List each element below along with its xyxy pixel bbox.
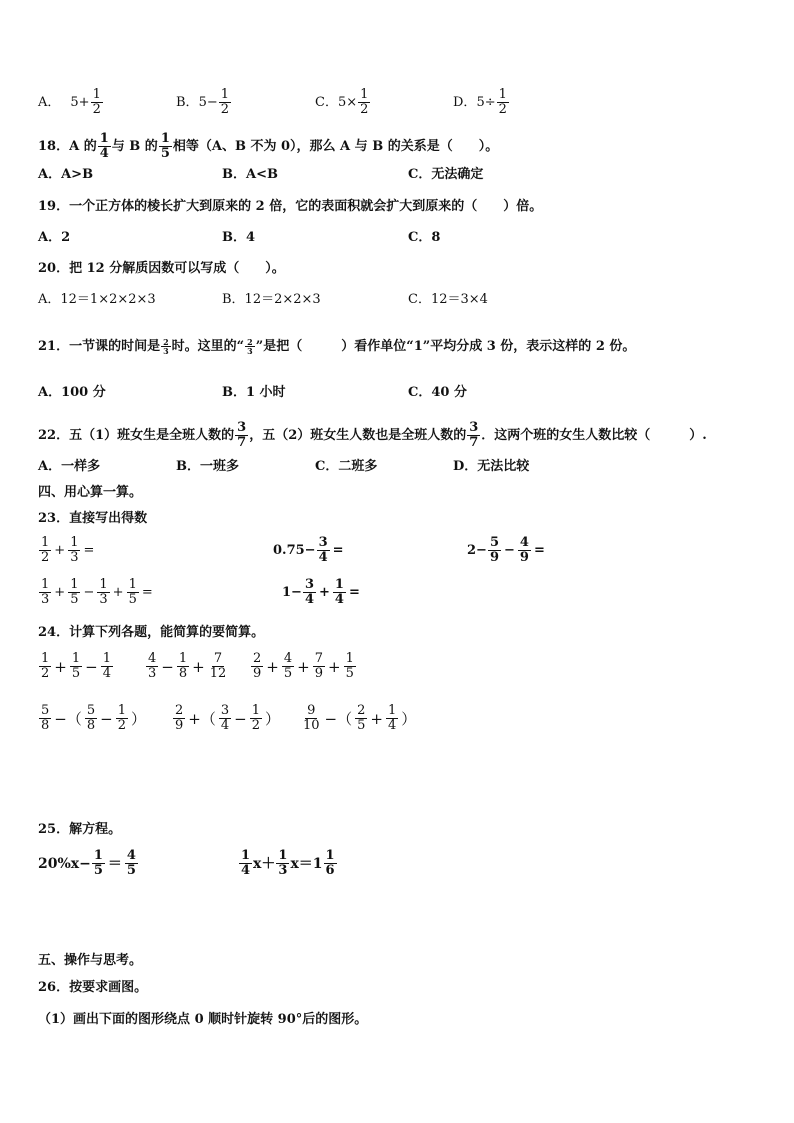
option-label: D． xyxy=(453,95,477,110)
q17-option-d xyxy=(453,88,510,117)
q24-expr-1: $\frac{1}{2}$ + $\frac{1}{5}$ − $\frac{1}{4}$ xyxy=(41,651,111,681)
fraction xyxy=(235,421,248,450)
q24-expr-6: $\frac{9}{10}$ −（ $\frac{2}{5}$ + $\frac{1}{4}$ ） xyxy=(303,703,417,733)
question-26-title: 26．按要求画图。 xyxy=(38,980,148,995)
fraction xyxy=(497,88,509,117)
denominator: 4 xyxy=(99,146,109,161)
q23-expr-5: 1− $\frac{3}{4}$ + $\frac{1}{4}$ = xyxy=(282,577,360,607)
option-expr: 5÷ xyxy=(476,95,496,110)
q22-option-a: A．一样多 xyxy=(38,459,101,474)
q18-text-3: 相等（A、B 不为 0），那么 A 与 B 的关系是（ ）。 xyxy=(172,139,499,154)
option-label: A． xyxy=(38,95,61,110)
q24-expr-4: $\frac{5}{8}$ −（ $\frac{5}{8}$ − $\frac{1}{2}$ ） xyxy=(41,703,147,733)
denominator: 2 xyxy=(92,102,101,117)
q18-text-1: 18．A 的 xyxy=(38,139,97,154)
option-label: C． xyxy=(315,95,338,110)
denominator: 5 xyxy=(160,146,170,161)
option-expr: 5× xyxy=(337,95,358,110)
q19-option-b: B．4 xyxy=(222,230,256,245)
section-4-heading: 四、用心算一算。 xyxy=(38,485,143,500)
q22-option-b: B．一班多 xyxy=(176,459,239,474)
numerator: 1 xyxy=(99,131,109,146)
q23-expr-2: 0.75− $\frac{3}{4}$ = xyxy=(273,535,344,565)
option-label: B． xyxy=(176,95,199,110)
q20-option-a: A．12＝1×2×2×3 xyxy=(38,292,156,307)
question-25-title: 25．解方程。 xyxy=(38,822,122,837)
fraction xyxy=(467,421,480,450)
q21-text-1: 21．一节课的时间是 xyxy=(38,339,161,354)
section-5-heading: 五、操作与思考。 xyxy=(38,953,143,968)
q21-option-c: C．40 分 xyxy=(408,385,467,400)
numerator: 1 xyxy=(360,87,369,102)
q18-option-a: A．A>B xyxy=(38,167,94,182)
numerator: 1 xyxy=(92,87,101,102)
question-23-title: 23．直接写出得数 xyxy=(38,511,148,526)
q21-option-b: B．1 小时 xyxy=(222,385,286,400)
q23-expr-4: $\frac{1}{3}$ + $\frac{1}{5}$ − $\frac{1}{3}$ + $\frac{1}{5}$ = xyxy=(41,577,153,607)
q22-text-2: ，五（2）班女生人数也是全班人数的 xyxy=(249,428,467,443)
denominator: 2 xyxy=(498,102,507,117)
fraction xyxy=(245,338,255,355)
q23-expr-3: 2− $\frac{5}{9}$ − $\frac{4}{9}$ = xyxy=(467,535,545,565)
question-18 xyxy=(38,132,498,161)
q22-text-3: ．这两个班的女生人数比较（ ）. xyxy=(481,428,707,443)
q24-expr-5: $\frac{2}{9}$ +（ $\frac{3}{4}$ − $\frac{1}{2}$ ） xyxy=(175,703,281,733)
fraction xyxy=(219,88,231,117)
q17-option-c xyxy=(315,88,371,117)
numerator: 3 xyxy=(469,420,479,435)
denominator: 2 xyxy=(220,102,230,117)
q21-option-a: A．100 分 xyxy=(38,385,106,400)
option-expr: 5+ xyxy=(70,95,90,110)
q23-expr-1: $\frac{1}{2}$ + $\frac{1}{3}$ = xyxy=(41,535,95,565)
q20-option-b: B．12＝2×2×3 xyxy=(222,292,321,307)
question-24-title: 24．计算下列各题，能简算的要简算。 xyxy=(38,625,265,640)
question-21 xyxy=(38,338,635,355)
q19-option-a: A．2 xyxy=(38,230,71,245)
option-expr: 5− xyxy=(198,95,218,110)
fraction xyxy=(161,338,171,355)
fraction xyxy=(91,88,103,117)
q21-text-2: 时。这里的“ xyxy=(171,339,245,354)
q21-text-3: ”是把（ ）看作单位“1”平均分成 3 份，表示这样的 2 份。 xyxy=(255,339,636,354)
question-22 xyxy=(38,421,707,450)
question-20: 20．把 12 分解质因数可以写成（ ）。 xyxy=(38,261,285,276)
denominator: 2 xyxy=(360,102,369,117)
q18-option-c: C．无法确定 xyxy=(408,167,484,182)
q25-equation-2: $\frac{1}{4}$ x＋ $\frac{1}{3}$ x＝1 $\frac{1}{6}$ xyxy=(241,848,335,878)
numerator: 2 xyxy=(163,337,169,347)
q25-equation-1: 20%x− $\frac{1}{5}$ ＝ $\frac{4}{5}$ xyxy=(38,848,136,878)
denominator: 7 xyxy=(469,435,479,450)
q22-text-1: 22．五（1）班女生是全班人数的 xyxy=(38,428,235,443)
q24-expr-3: $\frac{2}{9}$ + $\frac{4}{5}$ + $\frac{7}{9}$ + $\frac{1}{5}$ xyxy=(253,651,354,681)
fraction xyxy=(159,132,172,161)
numerator: 3 xyxy=(237,420,247,435)
question-19: 19．一个正方体的棱长扩大到原来的 2 倍，它的表面积就会扩大到原来的（ ）倍。 xyxy=(38,199,543,214)
q17-option-a xyxy=(38,88,104,117)
numerator: 1 xyxy=(160,131,170,146)
q17-option-b xyxy=(176,88,232,117)
denominator: 3 xyxy=(247,346,253,356)
fraction xyxy=(358,88,370,117)
q24-expr-2: $\frac{4}{3}$ − $\frac{1}{8}$ + $\frac{7}{12}$ xyxy=(148,651,227,681)
q22-option-c: C．二班多 xyxy=(315,459,378,474)
numerator: 1 xyxy=(220,87,230,102)
denominator: 3 xyxy=(163,346,169,356)
q19-option-c: C．8 xyxy=(408,230,441,245)
q20-option-c: C．12＝3×4 xyxy=(408,292,488,307)
q18-option-b: B．A<B xyxy=(222,167,278,182)
fraction xyxy=(98,132,111,161)
numerator: 1 xyxy=(498,87,507,102)
q26-subquestion-1: （1）画出下面的图形绕点 0 顺时针旋转 90°后的图形。 xyxy=(38,1012,368,1027)
q18-text-2: 与 B 的 xyxy=(111,139,158,154)
numerator: 2 xyxy=(247,337,253,347)
q22-option-d: D．无法比较 xyxy=(453,459,530,474)
denominator: 7 xyxy=(237,435,247,450)
